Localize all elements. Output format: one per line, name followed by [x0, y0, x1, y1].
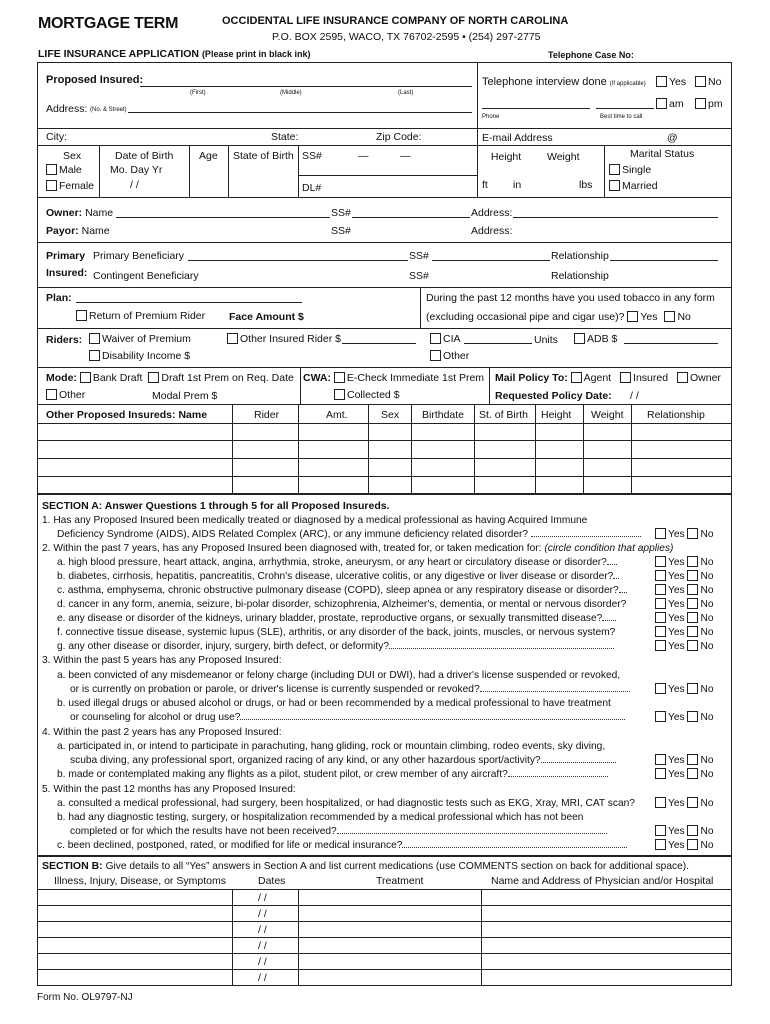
oi-header-sex: Sex [381, 409, 400, 421]
modal-prem-label: Modal Prem $ [152, 390, 218, 402]
q2g-text: g. any other disease or disorder, injury, surgery, birth defect, or deformity? [57, 641, 390, 652]
q2b-no-checkbox[interactable] [687, 570, 698, 581]
single-checkbox[interactable] [609, 164, 620, 175]
q5c-answer[interactable] [655, 839, 714, 852]
sb-date-1[interactable]: / / [258, 892, 267, 904]
q2e-text: e. any disease or disorder of the kidneys, urinary bladder, prostate, reproductive organs, or sexually transmitted disease? [57, 613, 603, 624]
mail-insured-label: Insured [633, 372, 669, 384]
dob-slashes: / / [130, 179, 139, 191]
payor-name-label: Name [81, 225, 110, 237]
q2g-yes-checkbox[interactable] [655, 640, 666, 651]
q2e-yes-checkbox[interactable] [655, 612, 666, 623]
q3a-line1: a. been convicted of any misdemeanor or felony charge (including DUI or DWI), had a driver's license suspended or revoked, [57, 670, 621, 681]
q3b-no-label: No [700, 712, 714, 723]
address-sub-hint: (No. & Street) [90, 107, 127, 113]
echeck-label: E-Check Immediate 1st Prem [346, 372, 485, 384]
q3b-answer[interactable] [655, 711, 714, 724]
primary-beneficiary-label: Primary Beneficiary [93, 250, 185, 262]
pm-label: pm [708, 98, 723, 110]
q2-line [42, 543, 673, 555]
q2d-no-label: No [700, 599, 714, 610]
q2c-text: c. asthma, emphysema, chronic obstructive pulmonary disease (COPD), sleep apnea or any respiratory disease or disorder? [57, 585, 619, 596]
primary-ben-ss-label: SS# [409, 250, 429, 262]
mail-agent-label: Agent [583, 372, 612, 384]
weight-lbs: lbs [579, 179, 593, 191]
q5a-yes-checkbox[interactable] [655, 797, 666, 808]
adb-checkbox[interactable] [574, 333, 585, 344]
other-insured-checkbox[interactable] [227, 333, 238, 344]
q4b-no-label: No [700, 769, 714, 780]
address-label: Address: [46, 103, 88, 115]
contingent-ben-ss-label: SS# [409, 270, 429, 282]
owner-ss-label: SS# [331, 207, 351, 219]
best-time-hint: Best time to call [600, 114, 643, 120]
company-address: P.O. BOX 2595, WACO, TX 76702-2595 • (254) 297-2775 [272, 31, 541, 43]
q5c-line [57, 840, 627, 852]
form-title: MORTGAGE TERM [38, 15, 179, 32]
units-label: Units [534, 334, 558, 346]
mail-agent-checkbox[interactable] [571, 372, 582, 383]
q1-yes-checkbox[interactable] [655, 528, 666, 539]
collected-checkbox[interactable] [334, 389, 345, 400]
owner-name-label: Name [85, 207, 114, 219]
sb-header-physician: Name and Address of Physician and/or Hospital [491, 875, 714, 887]
rider-other-option[interactable] [430, 350, 469, 362]
q3b-line2 [70, 712, 625, 724]
waiver-option[interactable] [89, 333, 191, 345]
q2b-text: b. diabetes, cirrhosis, hepatitis, pancreatitis, Crohn's disease, ulcerative colitis, or any digestive or liver disease or disorder? [57, 571, 614, 582]
other-insured-option[interactable] [227, 333, 341, 345]
tel-no-label: No [708, 76, 722, 88]
dob-label: Date of Birth [115, 150, 174, 162]
oi-header-st-birth: St. of Birth [479, 409, 529, 421]
mode-other-option[interactable] [46, 389, 85, 401]
q3a-no-checkbox[interactable] [687, 683, 698, 694]
state-label: State: [271, 131, 299, 143]
face-amount-label: Face Amount $ [229, 311, 304, 323]
q4a-yes-checkbox[interactable] [655, 754, 666, 765]
q5b-line1: b. had any diagnostic testing, surgery, or hospitalization recommended by a medical professional which has not been [57, 812, 584, 823]
tel-interview-label [482, 76, 646, 89]
primary-label: Primary [46, 250, 86, 262]
mail-insured-checkbox[interactable] [620, 372, 631, 383]
best-time-field[interactable] [596, 99, 654, 109]
male-label: Male [59, 164, 82, 176]
q2c-no-checkbox[interactable] [687, 584, 698, 595]
mode-other-label: Other [59, 389, 86, 401]
q2-text: 2. Within the past 7 years, has any Proposed Insured been diagnosed with, treated for, or taken medication for: [42, 543, 542, 554]
echeck-checkbox[interactable] [334, 372, 345, 383]
collected-label: Collected $ [347, 389, 400, 401]
oi-header-rider: Rider [254, 409, 280, 421]
sb-date-3[interactable]: / / [258, 924, 267, 936]
owner-name-field[interactable] [116, 208, 330, 218]
riders-label: Riders: [46, 334, 83, 346]
q5a-no-checkbox[interactable] [687, 797, 698, 808]
phone-field[interactable] [482, 99, 590, 109]
q2g-no-label: No [700, 641, 714, 652]
sb-date-4[interactable]: / / [258, 940, 267, 952]
mail-policy-label: Mail Policy To: [495, 372, 568, 384]
payor-label: Payor: [46, 225, 79, 237]
q4b-yes-checkbox[interactable] [655, 768, 666, 779]
other-insured-field[interactable] [342, 334, 416, 344]
cia-field[interactable] [464, 334, 532, 344]
q2g-line [57, 641, 614, 653]
q5c-yes-checkbox[interactable] [655, 839, 666, 850]
married-checkbox[interactable] [609, 180, 620, 191]
oi-header-relationship: Relationship [647, 409, 705, 421]
q2b-no-label: No [700, 571, 714, 582]
q4a-no-label: No [700, 755, 714, 766]
q2a-no-label: No [700, 557, 714, 568]
proposed-insured-label: Proposed Insured: [46, 74, 144, 86]
q2f-answer[interactable] [655, 626, 714, 639]
q3b-yes-label: Yes [668, 712, 685, 723]
draft-1st-checkbox[interactable] [148, 372, 159, 383]
q3b-yes-checkbox[interactable] [655, 711, 666, 722]
mail-policy-row [495, 372, 721, 384]
pm-checkbox[interactable] [695, 98, 706, 109]
oi-row-2[interactable] [38, 441, 731, 457]
q3a-line2-text: or is currently on probation or parole, or driver's license is currently suspended or revoked? [70, 684, 480, 695]
q3b-line1: b. used illegal drugs or abused alcohol or drugs, or had or been recommended by a medical professional to have treatment [57, 698, 611, 709]
height-label: Height [490, 151, 522, 163]
waiver-label: Waiver of Premium [102, 333, 191, 345]
ss-label: SS# [302, 150, 322, 162]
requested-date-slashes: / / [630, 390, 639, 402]
sb-header-illness: Illness, Injury, Disease, or Symptoms [54, 875, 226, 887]
q4b-text: b. made or contemplated making any flights as a pilot, student pilot, or crew member of any aircraft? [57, 769, 508, 780]
q2a-yes-label: Yes [668, 557, 685, 568]
last-name-hint: (Last) [398, 90, 414, 96]
q2e-line [57, 613, 616, 625]
tobacco-question-line2 [426, 311, 691, 323]
primary-beneficiary-field[interactable] [188, 251, 408, 261]
tobacco-yes-checkbox[interactable] [627, 311, 638, 322]
disability-checkbox[interactable] [89, 350, 100, 361]
oi-header-birthdate: Birthdate [422, 409, 465, 421]
q2e-answer[interactable] [655, 612, 714, 625]
mode-label: Mode: [46, 372, 77, 384]
am-option[interactable] [656, 98, 684, 110]
q2d-yes-label: Yes [668, 599, 685, 610]
am-checkbox[interactable] [656, 98, 667, 109]
q5b-line2-text: completed or for which the results have not been received? [70, 826, 337, 837]
disability-label: Disability Income $ [102, 350, 191, 362]
q5a-no-label: No [700, 798, 714, 809]
section-b-title-row [42, 860, 689, 873]
mail-owner-checkbox[interactable] [677, 372, 688, 383]
q2b-yes-checkbox[interactable] [655, 570, 666, 581]
male-checkbox[interactable] [46, 164, 57, 175]
marital-status-label: Marital Status [630, 148, 695, 160]
q1-line2-text: Deficiency Syndrome (AIDS), AIDS Related Complex (ARC), or any immune deficiency related disorder? [57, 529, 529, 540]
q2c-line [57, 585, 627, 597]
female-option[interactable] [46, 180, 94, 192]
am-label: am [669, 98, 684, 110]
owner-ss-field[interactable] [352, 208, 470, 218]
q2d-no-checkbox[interactable] [687, 598, 698, 609]
cia-option[interactable] [430, 333, 461, 345]
collected-option[interactable] [334, 389, 400, 401]
male-option[interactable] [46, 164, 82, 176]
zip-label: Zip Code: [376, 131, 422, 143]
q4a-line1: a. participated in, or intend to participate in parachuting, hang gliding, rock or mountain climbing, rodeo events, sky diving, [57, 741, 606, 752]
q2d-yes-checkbox[interactable] [655, 598, 666, 609]
oi-header-name: Other Proposed Insureds: Name [46, 409, 208, 421]
company-name: OCCIDENTAL LIFE INSURANCE COMPANY OF NORTH CAROLINA [222, 15, 569, 27]
height-in: in [513, 179, 522, 191]
q5b-no-checkbox[interactable] [687, 825, 698, 836]
oi-header-height: Height [541, 409, 572, 421]
mail-owner-label: Owner [689, 372, 721, 384]
q5c-yes-label: Yes [668, 840, 685, 851]
contingent-ben-relationship-label: Relationship [551, 270, 609, 282]
sb-header-dates: Dates [258, 875, 286, 887]
tel-no-option[interactable] [695, 76, 721, 88]
owner-address-field[interactable] [513, 208, 718, 218]
payor-ss-label: SS# [331, 225, 351, 237]
email-at: @ [667, 132, 678, 144]
sb-date-5[interactable]: / / [258, 956, 267, 968]
ss-dash-2: — [400, 150, 411, 162]
payor-row [46, 225, 110, 237]
q2g-yes-label: Yes [668, 641, 685, 652]
oi-header-amt: Amt. [326, 409, 348, 421]
q4a-line2-text: scuba diving, any professional sport, organized racing of any kind, or any other hazardous sport/activity? [70, 755, 541, 766]
q4-line: 4. Within the past 2 years has any Proposed Insured: [42, 727, 282, 738]
bank-draft-label: Bank Draft [92, 372, 143, 384]
sb-date-6[interactable]: / / [258, 972, 267, 984]
q2-note: (circle condition that applies) [544, 543, 674, 554]
q5b-yes-checkbox[interactable] [655, 825, 666, 836]
dob-mo-day-yr: Mo. Day Yr [110, 164, 163, 176]
adb-label: ADB $ [587, 333, 618, 345]
q2a-no-checkbox[interactable] [687, 556, 698, 567]
tobacco-question-line1: During the past 12 months have you used tobacco in any form [426, 292, 715, 304]
q2a-text: a. high blood pressure, heart attack, angina, arrhythmia, stroke, aneurysm, or any heart or circulatory disease or disorder? [57, 557, 607, 568]
oi-row-4[interactable] [38, 477, 731, 493]
q5a-line: a. consulted a medical professional, had surgery, been hospitalized, or had diagnostic tests such as EKG, Xray, MRI, CAT scan? [57, 798, 635, 809]
q2f-yes-checkbox[interactable] [655, 626, 666, 637]
cia-label: CIA [443, 333, 461, 345]
q5b-no-label: No [700, 826, 714, 837]
q2g-answer[interactable] [655, 640, 714, 653]
tobacco-no-label: No [677, 311, 691, 323]
q1-line1: 1. Has any Proposed Insured been medically treated or diagnosed by a medical professional as having Acquired Immune [42, 515, 588, 526]
proposed-insured-field[interactable] [140, 77, 472, 87]
payor-address-label: Address: [471, 225, 513, 237]
owner-label: Owner: [46, 207, 83, 219]
q2c-yes-label: Yes [668, 585, 685, 596]
tel-yes-option[interactable] [656, 76, 686, 88]
q1-no-label: No [700, 529, 714, 540]
q5b-answer[interactable] [655, 825, 714, 838]
plan-field[interactable] [76, 293, 302, 303]
q4a-yes-label: Yes [668, 755, 685, 766]
tobacco-no-checkbox[interactable] [664, 311, 675, 322]
q1-answer[interactable] [655, 528, 714, 541]
adb-option[interactable] [574, 333, 617, 345]
ss-dash-1: — [358, 150, 369, 162]
q2d-line [57, 599, 626, 611]
single-label: Single [622, 164, 652, 176]
tel-yes-checkbox[interactable] [656, 76, 667, 87]
q2d-answer[interactable] [655, 598, 714, 611]
married-option[interactable] [609, 180, 658, 192]
owner-row [46, 207, 113, 219]
tel-interview-text: Telephone interview done [482, 76, 607, 88]
telephone-case-label: Telephone Case No: [548, 50, 634, 60]
q2c-yes-checkbox[interactable] [655, 584, 666, 595]
state-of-birth-label: State of Birth [233, 150, 294, 162]
q3a-answer[interactable] [655, 683, 714, 696]
q2a-yes-checkbox[interactable] [655, 556, 666, 567]
q3b-no-checkbox[interactable] [687, 711, 698, 722]
q3b-line2-text: or counseling for alcohol or drug use? [70, 712, 241, 723]
section-b-desc: Give details to all “Yes” answers in Section A and list current medications (use COMMENTS section on back for additional space). [105, 861, 689, 872]
oi-header-weight: Weight [591, 409, 624, 421]
other-insured-label: Other Insured Rider $ [240, 333, 341, 345]
q5b-yes-label: Yes [668, 826, 685, 837]
sex-label: Sex [63, 150, 82, 162]
application-title [38, 48, 310, 60]
primary-ben-relationship-label: Relationship [551, 250, 609, 262]
rider-other-label: Other [443, 350, 470, 362]
insured-label: Insured: [46, 267, 88, 279]
q2d-text: d. cancer in any form, anemia, seizure, bi-polar disorder, schizophrenia, Alzheimer's, dementia, or mental or nervous disorder? [57, 599, 627, 610]
requested-date-label: Requested Policy Date: [495, 390, 612, 402]
q4a-line2 [70, 755, 616, 767]
app-title-note: (Please print in black ink) [201, 49, 311, 59]
mode-row [46, 372, 294, 384]
oi-row-3[interactable] [38, 459, 731, 475]
q2g-no-checkbox[interactable] [687, 640, 698, 651]
plan-label: Plan: [46, 292, 72, 304]
age-label: Age [199, 150, 218, 162]
q2a-answer[interactable] [655, 556, 714, 569]
q1-yes-label: Yes [668, 529, 685, 540]
cwa-label: CWA: [303, 372, 331, 384]
pm-option[interactable] [695, 98, 723, 110]
city-label: City: [46, 131, 67, 143]
owner-address-label: Address: [471, 207, 513, 219]
waiver-checkbox[interactable] [89, 333, 100, 344]
q4b-answer[interactable] [655, 768, 714, 781]
cia-checkbox[interactable] [430, 333, 441, 344]
female-label: Female [59, 180, 95, 192]
return-premium-checkbox[interactable] [76, 310, 87, 321]
height-ft: ft [482, 179, 488, 191]
primary-ben-ss-field[interactable] [432, 251, 550, 261]
q5c-no-label: No [700, 840, 714, 851]
draft-1st-label: Draft 1st Prem on Req. Date [161, 372, 294, 384]
weight-label: Weight [547, 151, 580, 163]
tobacco-yes-label: Yes [640, 311, 658, 323]
email-label: E-mail Address [482, 132, 553, 144]
q2f-yes-label: Yes [668, 627, 685, 638]
q3a-yes-label: Yes [668, 684, 685, 695]
first-name-hint: (First) [190, 90, 206, 96]
q3-line: 3. Within the past 5 years has any Proposed Insured: [42, 655, 282, 666]
q4b-no-checkbox[interactable] [687, 768, 698, 779]
q2f-no-checkbox[interactable] [687, 626, 698, 637]
primary-ben-relationship-field[interactable] [610, 251, 718, 261]
address-field[interactable] [128, 103, 472, 113]
app-title-text: LIFE INSURANCE APPLICATION [38, 48, 200, 60]
q4b-yes-label: Yes [668, 769, 685, 780]
q5b-line2 [70, 826, 607, 838]
q2b-line [57, 571, 619, 583]
return-premium-label: Return of Premium Rider [89, 310, 206, 322]
tel-no-checkbox[interactable] [695, 76, 706, 87]
section-a-title: SECTION A: Answer Questions 1 through 5 for all Proposed Insureds. [42, 500, 390, 512]
dl-label: DL# [302, 182, 322, 194]
middle-name-hint: (Middle) [280, 90, 302, 96]
q2e-no-checkbox[interactable] [687, 612, 698, 623]
single-option[interactable] [609, 164, 651, 176]
q2b-answer[interactable] [655, 570, 714, 583]
q4b-line [57, 769, 608, 781]
sb-date-2[interactable]: / / [258, 908, 267, 920]
return-premium-option[interactable] [76, 310, 205, 322]
q5a-yes-label: Yes [668, 798, 685, 809]
q2f-text: f. connective tissue disease, systemic lupus (SLE), arthritis, or any disorder of the back, joints, muscles, or nervous system? [57, 627, 616, 638]
contingent-beneficiary-label: Contingent Beneficiary [93, 270, 199, 282]
rider-other-checkbox[interactable] [430, 350, 441, 361]
q5-line: 5. Within the past 12 months has any Proposed Insured: [42, 784, 296, 795]
q2c-answer[interactable] [655, 584, 714, 597]
q1-no-checkbox[interactable] [687, 528, 698, 539]
female-checkbox[interactable] [46, 180, 57, 191]
married-label: Married [622, 180, 658, 192]
tel-yes-label: Yes [669, 76, 687, 88]
phone-hint: Phone [482, 114, 500, 120]
bank-draft-checkbox[interactable] [80, 372, 91, 383]
q2c-no-label: No [700, 585, 714, 596]
q5c-text: c. been declined, postponed, rated, or modified for life or medical insurance? [57, 840, 403, 851]
form-number: Form No. OL9797-NJ [37, 992, 133, 1003]
q5a-answer[interactable] [655, 797, 714, 810]
q2f-line [57, 627, 615, 639]
q2f-no-label: No [700, 627, 714, 638]
sb-header-treatment: Treatment [376, 875, 424, 887]
q3a-yes-checkbox[interactable] [655, 683, 666, 694]
q3a-line2 [70, 684, 630, 696]
q2b-yes-label: Yes [668, 571, 685, 582]
section-b-title: SECTION B: [42, 860, 103, 872]
q1-line2 [57, 529, 641, 541]
q2a-line [57, 557, 617, 569]
if-applicable-hint: (If applicable) [609, 81, 646, 87]
q3a-no-label: No [700, 684, 714, 695]
q2e-yes-label: Yes [668, 613, 685, 624]
disability-option[interactable] [89, 350, 190, 362]
tobacco-question-text: (excluding occasional pipe and cigar use)? [426, 311, 625, 323]
oi-row-1[interactable] [38, 424, 731, 439]
q2e-no-label: No [700, 613, 714, 624]
mode-other-checkbox[interactable] [46, 389, 57, 400]
cwa-row [303, 372, 484, 384]
q4a-no-checkbox[interactable] [687, 754, 698, 765]
adb-field[interactable] [624, 334, 718, 344]
q5c-no-checkbox[interactable] [687, 839, 698, 850]
q4a-answer[interactable] [655, 754, 714, 767]
